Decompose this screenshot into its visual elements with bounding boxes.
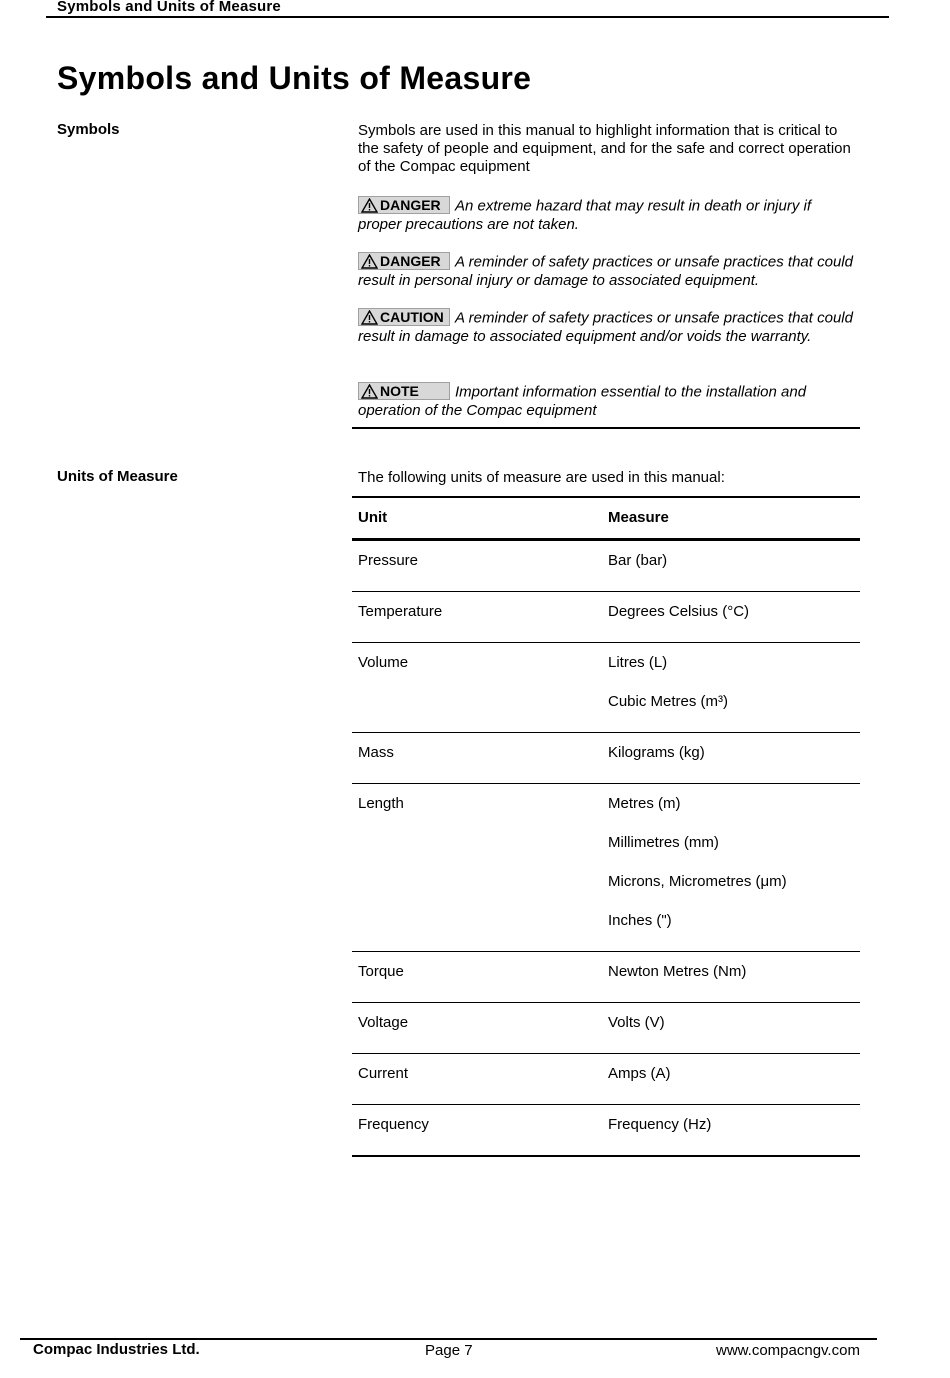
measure-cell: Newton Metres (Nm)	[608, 963, 747, 980]
table-row	[352, 733, 860, 784]
header-divider	[46, 16, 889, 18]
unit-cell: Current	[358, 1065, 409, 1082]
measure-cell: Metres (m)	[608, 795, 681, 812]
measure-cell: Frequency (Hz)	[608, 1116, 712, 1133]
measure-cell: Cubic Metres (m³)	[608, 693, 729, 710]
table-header	[352, 496, 860, 541]
unit-cell: Length	[358, 795, 404, 812]
danger-badge	[358, 252, 450, 270]
units-section-label: Units of Measure	[57, 468, 178, 485]
running-header: Symbols and Units of Measure	[57, 0, 281, 15]
unit-cell: Temperature	[358, 603, 443, 620]
symbol-item-caution	[358, 308, 858, 346]
footer-url: www.compacngv.com	[716, 1342, 860, 1359]
measure-cell: Amps (A)	[608, 1065, 671, 1082]
symbols-section-divider	[352, 427, 860, 429]
column-header-measure: Measure	[608, 509, 669, 526]
table-row	[352, 952, 860, 1003]
symbol-description: Important information essential to the installation and operation of the Compac equipment	[358, 383, 807, 419]
units-intro: The following units of measure are used in this manual:	[358, 469, 725, 486]
symbol-description: A reminder of safety practices or unsafe practices that could result in damage to associated equipment and/or voids the warranty.	[358, 309, 853, 345]
badge-label: DANGER	[380, 253, 441, 269]
measure-cell: Degrees Celsius (°C)	[608, 603, 750, 620]
page-title: Symbols and Units of Measure	[57, 60, 532, 96]
unit-cell: Voltage	[358, 1014, 409, 1031]
unit-cell: Pressure	[358, 552, 419, 569]
table-row	[352, 1054, 860, 1105]
badge-label: DANGER	[380, 197, 441, 213]
measure-cell: Litres (L)	[608, 654, 668, 671]
table-row	[352, 1105, 860, 1157]
footer-company: Compac Industries Ltd.	[33, 1341, 200, 1358]
page-number: Page 7	[425, 1342, 473, 1359]
table-row	[352, 1003, 860, 1054]
symbol-item-danger-2	[358, 252, 858, 290]
warning-triangle-icon	[361, 310, 378, 325]
symbol-item-note	[358, 382, 858, 420]
symbols-section-label: Symbols	[57, 121, 120, 138]
caution-badge	[358, 308, 450, 326]
note-badge	[358, 382, 450, 400]
table-row	[352, 541, 860, 592]
symbol-description: A reminder of safety practices or unsafe practices that could result in personal injury or damage to associated equipment.	[358, 253, 853, 289]
measure-cell: Bar (bar)	[608, 552, 668, 569]
unit-cell: Volume	[358, 654, 409, 671]
badge-label: NOTE	[380, 383, 419, 399]
symbols-intro: Symbols are used in this manual to highlight information that is critical to the safety of people and equipment, and for the safe and correct operation of the Compac equipment	[358, 122, 851, 175]
measure-cell: Volts (V)	[608, 1014, 665, 1031]
measure-cell: Inches (")	[608, 912, 672, 929]
table-row	[352, 592, 860, 643]
measure-cell: Microns, Micrometres (μm)	[608, 873, 787, 890]
unit-cell: Mass	[358, 744, 394, 761]
footer-divider	[20, 1338, 877, 1340]
warning-triangle-icon	[361, 384, 378, 399]
unit-cell: Frequency	[358, 1116, 429, 1133]
table-row	[352, 643, 860, 733]
warning-triangle-icon	[361, 254, 378, 269]
measure-cell: Millimetres (mm)	[608, 834, 719, 851]
measure-cell: Kilograms (kg)	[608, 744, 705, 761]
danger-badge	[358, 196, 450, 214]
column-header-unit: Unit	[358, 509, 388, 526]
badge-label: CAUTION	[380, 309, 444, 325]
symbol-item-danger-1	[358, 196, 858, 234]
table-row	[352, 784, 860, 952]
unit-cell: Torque	[358, 963, 404, 980]
symbol-description: An extreme hazard that may result in death or injury if proper precautions are not taken.	[358, 197, 812, 233]
warning-triangle-icon	[361, 198, 378, 213]
units-table	[352, 496, 860, 1157]
